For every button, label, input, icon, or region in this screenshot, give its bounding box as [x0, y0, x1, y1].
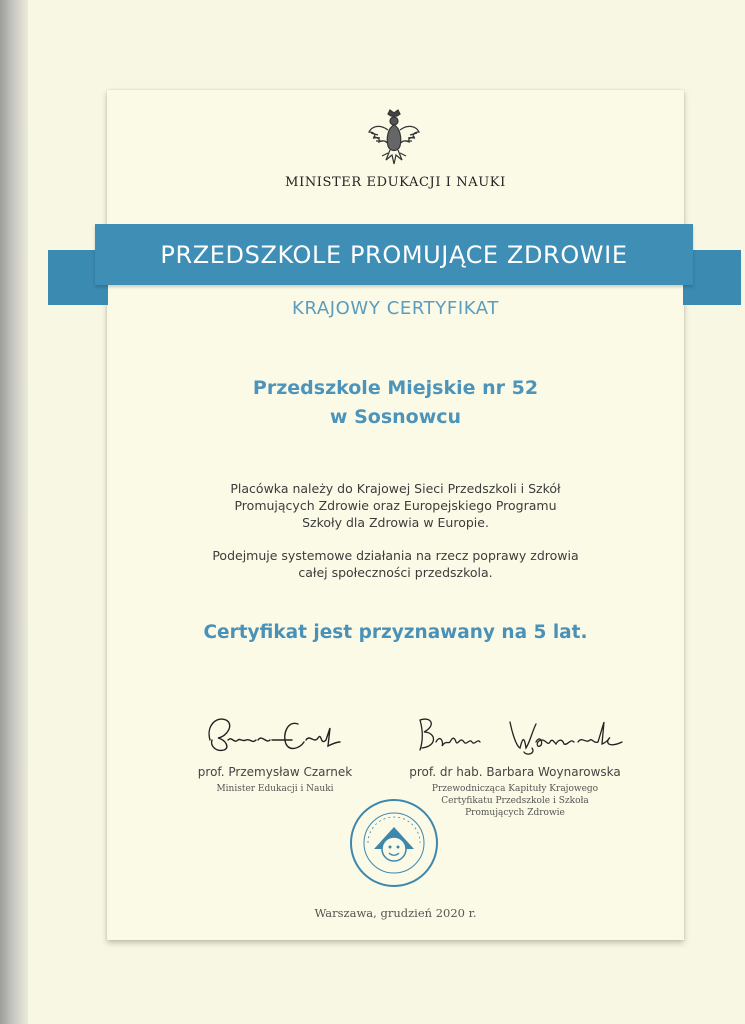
place-and-date: Warszawa, grudzień 2020 r.	[314, 906, 477, 920]
program-stamp-icon	[348, 797, 440, 889]
paragraph-line: Placówka należy do Krajowej Sieci Przedszkoli i Szkół	[230, 481, 561, 496]
activities-paragraph	[107, 547, 684, 581]
signatory-minister	[185, 764, 365, 795]
school-name	[107, 374, 684, 432]
paragraph-line: Promujących Zdrowie oraz Europejskiego Programu	[234, 498, 557, 513]
polish-eagle-emblem-icon	[366, 108, 422, 168]
signatory-role-line: Przewodnicząca Kapituły Krajowego	[431, 784, 599, 794]
signature-czarnek	[200, 710, 350, 760]
validity-statement: Certyfikat jest przyznawany na 5 lat.	[203, 622, 588, 643]
banner-title: PRZEDSZKOLE PROMUJĄCE ZDROWIE	[160, 240, 628, 269]
signatory-name: prof. Przemysław Czarnek	[197, 765, 353, 779]
school-name-line-1: Przedszkole Miejskie nr 52	[252, 377, 539, 399]
membership-paragraph	[107, 480, 684, 531]
paragraph-line: Podejmuje systemowe działania na rzecz poprawy zdrowia	[212, 548, 579, 563]
paragraph-line: całej społeczności przedszkola.	[298, 565, 493, 580]
signatory-role-line: Promujących Zdrowie	[465, 808, 565, 818]
signature-woynarowska	[412, 712, 627, 757]
paragraph-line: Szkoły dla Zdrowia w Europie.	[302, 515, 489, 530]
signatory-role-line: Certyfikatu Przedszkole i Szkoła	[441, 796, 589, 806]
signatory-role: Minister Edukacji i Nauki	[216, 784, 334, 794]
scan-edge	[0, 0, 28, 1024]
school-name-line-2: w Sosnowcu	[329, 406, 462, 428]
certificate-type: KRAJOWY CERTYFIKAT	[292, 298, 499, 319]
signatory-name: prof. dr hab. Barbara Woynarowska	[409, 765, 621, 779]
ministry-heading: MINISTER EDUKACJI I NAUKI	[285, 175, 506, 190]
banner	[95, 224, 693, 285]
